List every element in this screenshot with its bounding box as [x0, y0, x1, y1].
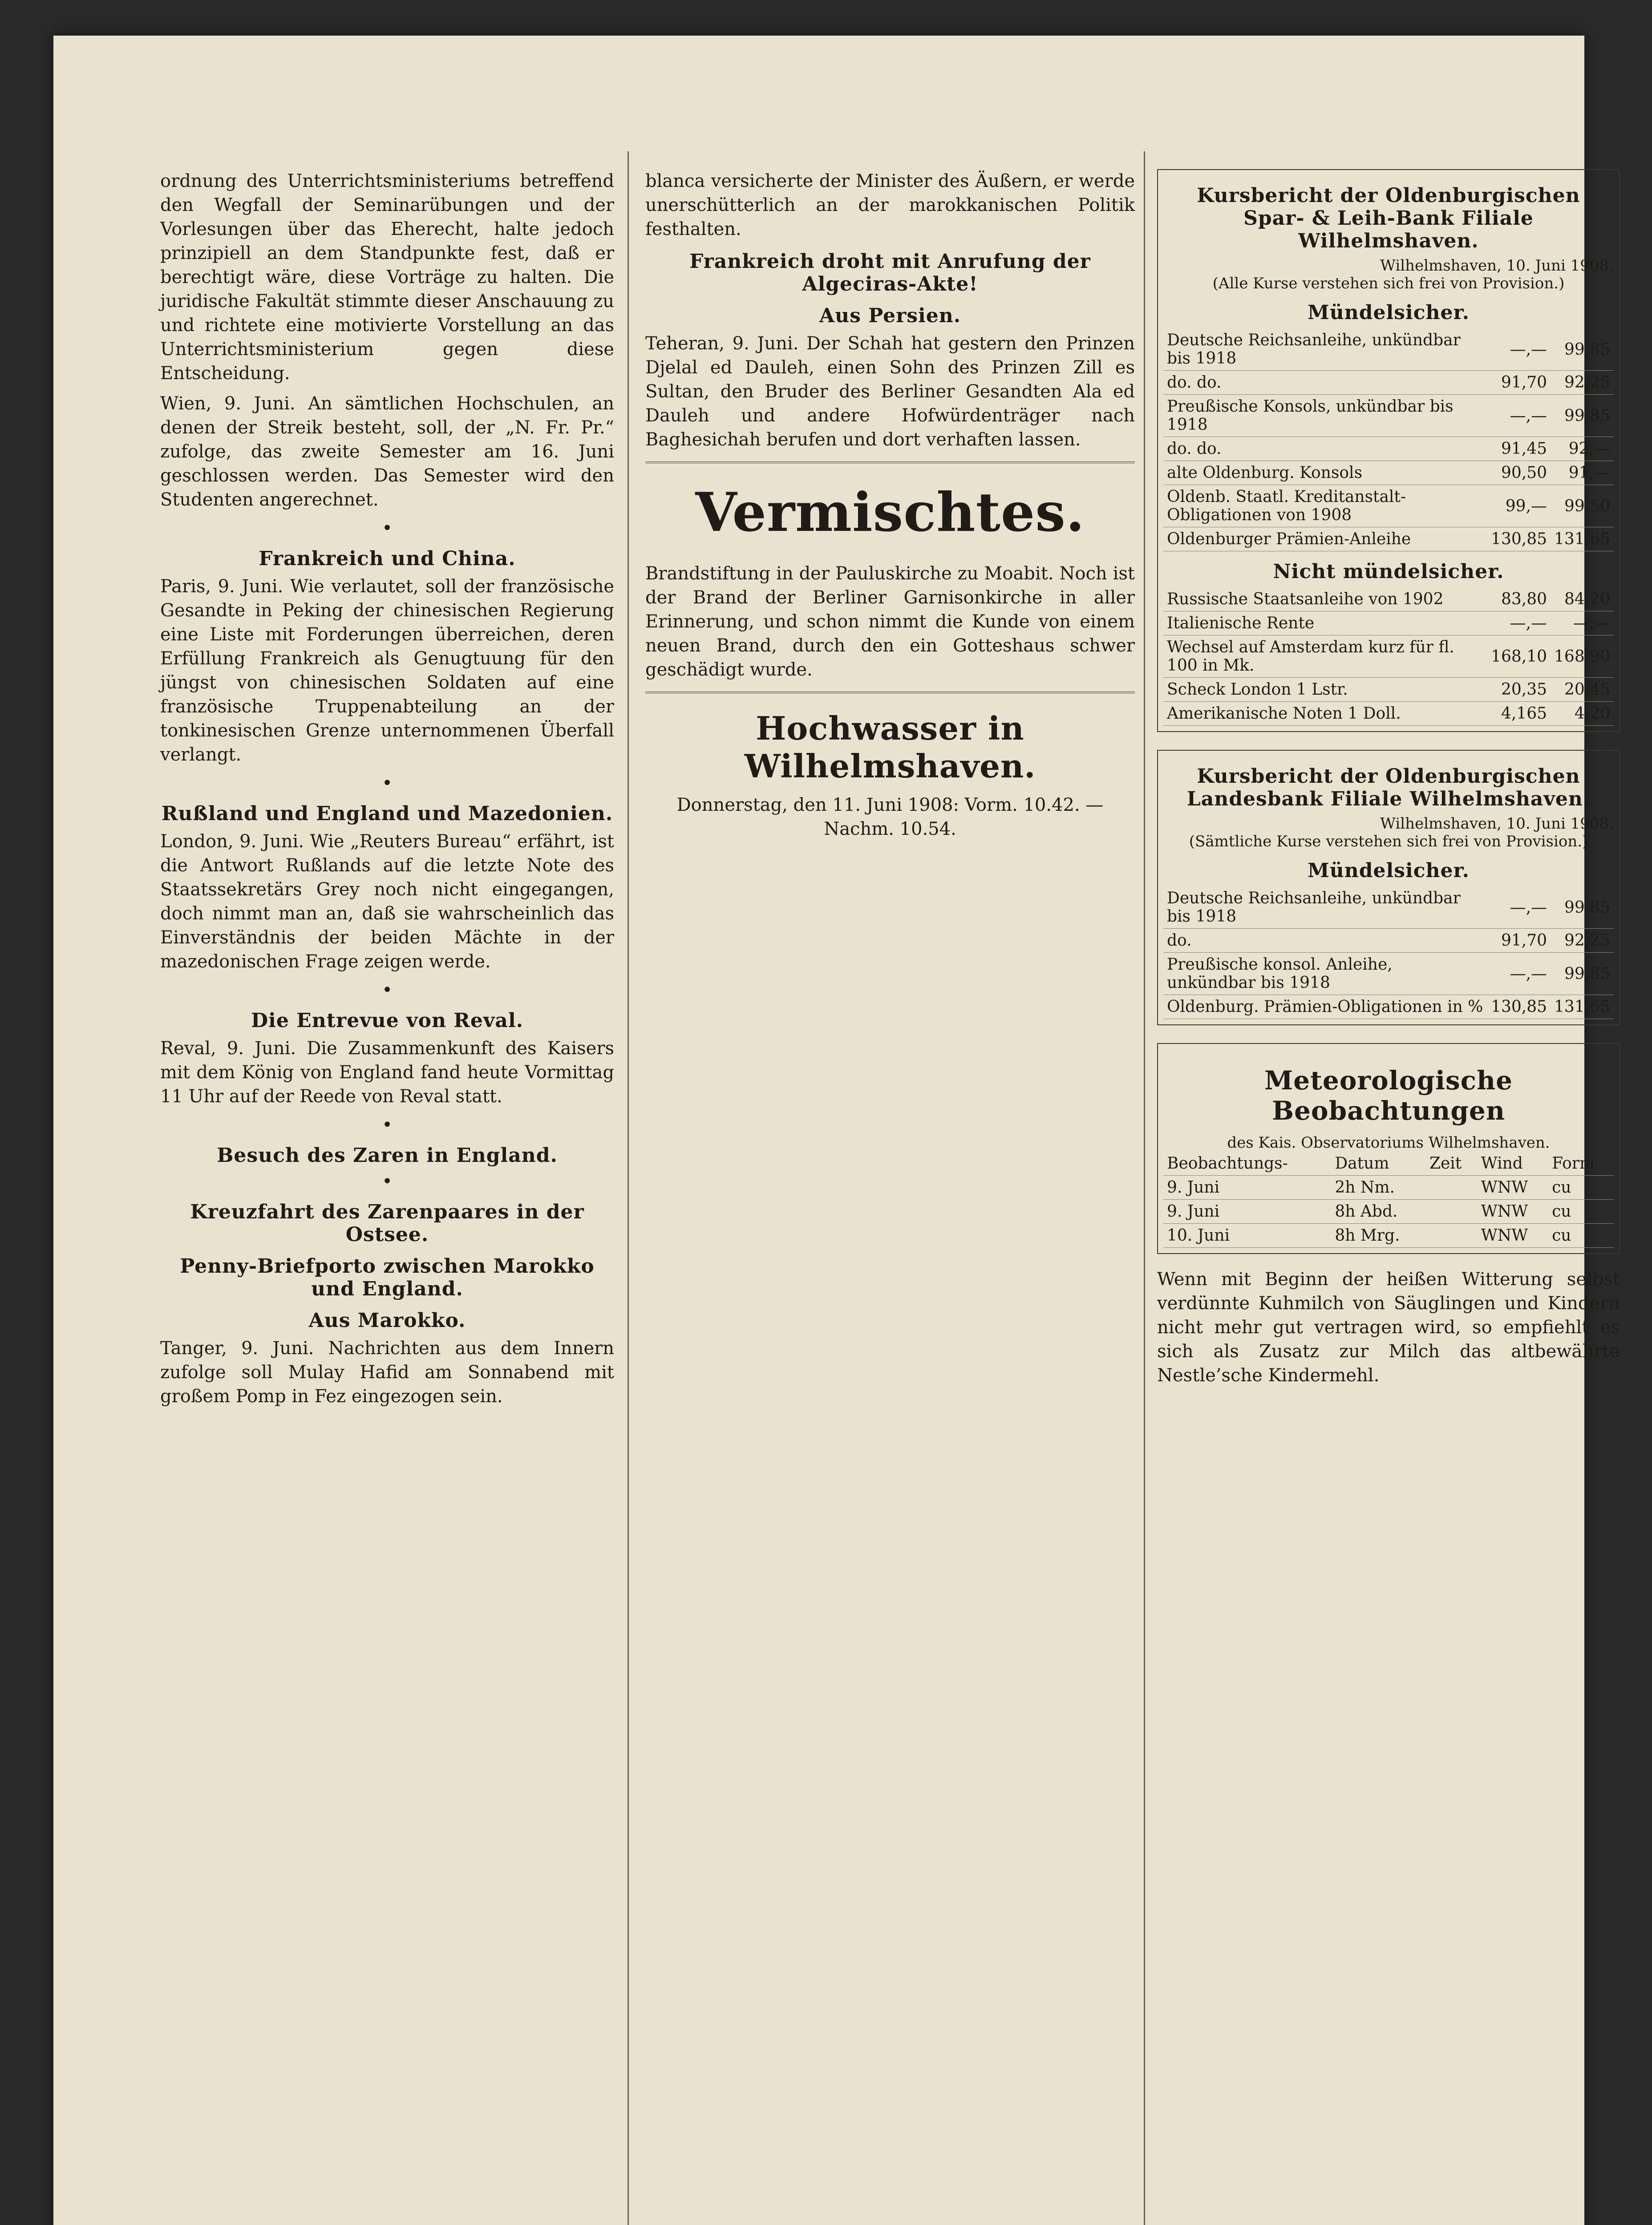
- bank2-box: [1157, 750, 1620, 1025]
- rate-verkauf: 99,85: [1551, 328, 1614, 371]
- rate-label: Oldenburger Prämien-Anleihe: [1163, 527, 1487, 551]
- meteo-cell: WNW: [1478, 1200, 1548, 1224]
- rate-ankauf: —,—: [1487, 953, 1551, 995]
- bank1b-row: [1163, 635, 1614, 678]
- bank1-row: [1163, 371, 1614, 395]
- meteo-cell: 9. Juni: [1163, 1176, 1331, 1200]
- rate-verkauf: 20,45: [1551, 678, 1614, 702]
- rate-verkauf: 99,50: [1551, 485, 1614, 527]
- bank2-row: [1163, 886, 1614, 929]
- meteo-row: [1163, 1200, 1614, 1224]
- bank1b-row: [1163, 587, 1614, 611]
- rate-ankauf: 91,45: [1487, 437, 1551, 461]
- bank2-date: Wilhelmshaven, 10. Juni 1908.: [1380, 815, 1614, 833]
- heading-besuch: Besuch des Zaren in England.: [217, 1144, 558, 1167]
- paragraph-teheran: Teheran, 9. Juni. Der Schah hat gestern den Prinzen Djelal ed Dauleh, einen Sohn des Prinzen Zill es Sultan, den Bruder des Berliner Gesandten Ala ed Dauleh und andere Hofwürdenträger nach Baghesichah berufen und dort verhaften lassen.: [645, 333, 1135, 450]
- rate-verkauf: 92,25: [1551, 371, 1614, 395]
- rate-label: Oldenb. Staatl. Kreditanstalt-Obligationen von 1908: [1163, 485, 1487, 527]
- paragraph-wien: Wien, 9. Juni. An sämtlichen Hochschulen, an denen der Streik besteht, soll, der „N. Fr. Pr.“ zufolge, das zweite Semester am 16. Juni geschlossen werden. Das Semester wird den Studenten angerechnet.: [160, 393, 614, 510]
- rate-ankauf: 99,—: [1487, 485, 1551, 527]
- bank2-table: [1163, 886, 1614, 1019]
- heading-algeciras: Frankreich droht mit Anrufung der Algeciras-Akte!: [689, 250, 1091, 295]
- bank1b-row: [1163, 678, 1614, 702]
- rate-verkauf: 131,65: [1551, 527, 1614, 551]
- rate-ankauf: —,—: [1487, 886, 1551, 929]
- column-2: [645, 169, 1135, 847]
- rate-label: do.: [1163, 929, 1487, 953]
- bank1-row: [1163, 395, 1614, 437]
- heading-persien: Aus Persien.: [819, 304, 961, 327]
- meteo-cell: 2h Nm.: [1331, 1176, 1426, 1200]
- bank2-row: [1163, 929, 1614, 953]
- meteo-cell: [1426, 1200, 1478, 1224]
- meteo-sub: des Kais. Observatoriums Wilhelmshaven.: [1227, 1134, 1550, 1152]
- rate-label: Amerikanische Noten 1 Doll.: [1163, 702, 1487, 726]
- bank1-nicht-muendel: Nicht mündelsicher.: [1273, 560, 1504, 583]
- meteo-row: [1163, 1176, 1614, 1200]
- separator: •: [382, 1115, 393, 1135]
- lead-paragraph: ordnung des Unterrichtsministeriums betreffend den Wegfall der Seminarübungen und der Vorlesungen über das Eherecht, halte jedoch prinzipiell an dem Standpunkte fest, daß er berechtigt wäre, diese Vorträge zu halten. Die juridische Fakultät stimmte dieser Anschauung zu und richtete eine motivierte Vorstellung an das Unterrichtsministerium gegen diese Entscheidung.: [160, 171, 614, 384]
- meteo-table: [1163, 1152, 1614, 1248]
- rate-verkauf: 91,—: [1551, 461, 1614, 485]
- heading-hochwasser: Hochwasser in Wilhelmshaven.: [744, 709, 1036, 785]
- bank2-muendel: Mündelsicher.: [1308, 859, 1470, 882]
- column-rule-2: [1144, 151, 1145, 2225]
- meteo-cell: 8h Mrg.: [1331, 1224, 1426, 1248]
- bank2-note: (Sämtliche Kurse verstehen sich frei von Provision.): [1189, 833, 1588, 850]
- meteo-cell: WNW: [1478, 1176, 1548, 1200]
- rate-ankauf: 20,35: [1487, 678, 1551, 702]
- meteo-box: [1157, 1043, 1620, 1254]
- rate-label: Oldenburg. Prämien-Obligationen in %: [1163, 995, 1487, 1019]
- rate-verkauf: 168,90: [1551, 635, 1614, 678]
- rate-label: do. do.: [1163, 437, 1487, 461]
- meteo-cell: cu: [1548, 1200, 1614, 1224]
- heading-penny: Penny-Briefporto zwischen Marokko und England.: [180, 1255, 595, 1300]
- rate-ankauf: 91,70: [1487, 371, 1551, 395]
- bank1b-row: [1163, 702, 1614, 726]
- bank2-title: Kursbericht der Oldenburgischen Landesbank Filiale Wilhelmshaven.: [1186, 765, 1591, 810]
- meteo-cell: 8h Abd.: [1331, 1200, 1426, 1224]
- meteo-cell: cu: [1548, 1176, 1614, 1200]
- newspaper-page: [53, 36, 1620, 2225]
- rate-label: Preußische Konsols, unkündbar bis 1918: [1163, 395, 1487, 437]
- column-1: [160, 169, 614, 1415]
- separator: •: [382, 518, 393, 538]
- rate-verkauf: 99,85: [1551, 395, 1614, 437]
- rate-label: Russische Staatsanleihe von 1902: [1163, 587, 1487, 611]
- heading-frankreich-china: Frankreich und China.: [259, 547, 516, 570]
- rate-ankauf: —,—: [1487, 395, 1551, 437]
- meteo-cell: [1426, 1176, 1478, 1200]
- bank1-table-2: [1163, 587, 1614, 726]
- heading-reval: Die Entrevue von Reval.: [251, 1009, 523, 1032]
- meteo-head-3: Wind: [1478, 1152, 1548, 1176]
- bank1-row: [1163, 527, 1614, 551]
- rate-verkauf: 131,65: [1551, 995, 1614, 1019]
- heading-marokko: Aus Marokko.: [308, 1309, 466, 1332]
- rate-ankauf: 130,85: [1487, 995, 1551, 1019]
- meteo-cell: cu: [1548, 1224, 1614, 1248]
- rate-label: Preußische konsol. Anleihe, unkündbar bis 1918: [1163, 953, 1487, 995]
- rate-label: Scheck London 1 Lstr.: [1163, 678, 1487, 702]
- meteo-cell: [1426, 1224, 1478, 1248]
- separator: •: [382, 1171, 393, 1192]
- meteo-head-1: Datum: [1331, 1152, 1426, 1176]
- rate-ankauf: —,—: [1487, 328, 1551, 371]
- bank1-box: [1157, 169, 1620, 732]
- meteo-cell: WNW: [1478, 1224, 1548, 1248]
- rate-verkauf: —,—: [1551, 611, 1614, 635]
- rate-ankauf: 130,85: [1487, 527, 1551, 551]
- bank1-date: Wilhelmshaven, 10. Juni 1908.: [1380, 257, 1614, 275]
- divider: [645, 461, 1135, 463]
- separator: •: [382, 980, 393, 1000]
- rate-label: Wechsel auf Amsterdam kurz für fl. 100 in Mk.: [1163, 635, 1487, 678]
- bank1-muendel: Mündelsicher.: [1308, 301, 1470, 324]
- rate-verkauf: 99,85: [1551, 886, 1614, 929]
- paragraph-paris: Paris, 9. Juni. Wie verlautet, soll der französische Gesandte in Peking der chinesischen Regierung eine Liste mit Forderungen überreichen, deren Erfüllung Frankreich als Genugtuung für den jüngst von chinesischen Soldaten auf eine französische Truppenabteilung an der tonkinesischen Grenze unternommenen Überfall verlangt.: [160, 576, 614, 765]
- bank1-title: Kursbericht der Oldenburgischen Spar- & Leih-Bank Filiale Wilhelmshaven.: [1197, 184, 1580, 252]
- meteo-head-0: Beobachtungs-: [1163, 1152, 1331, 1176]
- paragraph-london: London, 9. Juni. Wie „Reuters Bureau“ erfährt, ist die Antwort Rußlands auf die letzte Note des Staatssekretärs Grey noch nicht eingegangen, doch nimmt man an, daß sie wahrscheinlich das Einverständnis der beiden Mächte in der mazedonischen Frage zeigen werde.: [160, 831, 614, 972]
- lead-paragraph: blanca versicherte der Minister des Äußern, er werde unerschütterlich an der marokkanischen Politik festhalten.: [645, 171, 1135, 239]
- rate-label: Italienische Rente: [1163, 611, 1487, 635]
- bank1-table: [1163, 328, 1614, 551]
- bank1-note: (Alle Kurse verstehen sich frei von Provision.): [1212, 275, 1565, 292]
- meteo-cell: 9. Juni: [1163, 1200, 1331, 1224]
- rate-verkauf: 92,25: [1551, 929, 1614, 953]
- rate-label: alte Oldenburg. Konsols: [1163, 461, 1487, 485]
- meteo-row: [1163, 1224, 1614, 1248]
- rate-label: Deutsche Reichsanleihe, unkündbar bis 1918: [1163, 328, 1487, 371]
- meteo-cell: 10. Juni: [1163, 1224, 1331, 1248]
- rate-verkauf: 84,20: [1551, 587, 1614, 611]
- rate-verkauf: 92,—: [1551, 437, 1614, 461]
- rate-ankauf: 4,165: [1487, 702, 1551, 726]
- column-3: [1157, 169, 1620, 1394]
- column-rule-1: [628, 151, 629, 2225]
- heading-kreuzfahrt: Kreuzfahrt des Zarenpaares in der Ostsee.: [190, 1201, 584, 1246]
- rate-verkauf: 99,85: [1551, 953, 1614, 995]
- meteo-head-2: Zeit: [1426, 1152, 1478, 1176]
- paragraph-brand: Brandstiftung in der Pauluskirche zu Moabit. Noch ist der Brand der Berliner Garnisonkirche in aller Erinnerung, und schon nimmt die Kunde von einem neuen Brand, durch den ein Gotteshaus schwer geschädigt wurde.: [645, 563, 1135, 680]
- bank1-row: [1163, 328, 1614, 371]
- bank2-row: [1163, 953, 1614, 995]
- rate-ankauf: 91,70: [1487, 929, 1551, 953]
- divider: [645, 692, 1135, 693]
- rate-label: do. do.: [1163, 371, 1487, 395]
- rate-ankauf: 90,50: [1487, 461, 1551, 485]
- hochwasser-line: Donnerstag, den 11. Juni 1908: Vorm. 10.42. — Nachm. 10.54.: [676, 795, 1104, 839]
- heading-vermischtes: Vermischtes.: [695, 481, 1085, 544]
- paragraph-tanger: Tanger, 9. Juni. Nachrichten aus dem Innern zufolge soll Mulay Hafid am Sonnabend mit großem Pomp in Fez eingezogen sein.: [160, 1338, 614, 1407]
- rate-label: Deutsche Reichsanleihe, unkündbar bis 1918: [1163, 886, 1487, 929]
- ad-nestle: Wenn mit Beginn der heißen Witterung selbst verdünnte Kuhmilch von Säuglingen und Kindern nicht mehr gut vertragen wird, so empfiehlt es sich als Zusatz zur Milch das altbewährte Nestle’sche Kindermehl.: [1157, 1269, 1620, 1386]
- meteo-title: Meteorologische Beobachtungen: [1264, 1065, 1513, 1126]
- heading-russland: Rußland und England und Mazedonien.: [161, 802, 613, 825]
- rate-ankauf: —,—: [1487, 611, 1551, 635]
- bank1-row: [1163, 437, 1614, 461]
- bank1b-row: [1163, 611, 1614, 635]
- separator: •: [382, 773, 393, 793]
- rate-verkauf: 4,20: [1551, 702, 1614, 726]
- rate-ankauf: 83,80: [1487, 587, 1551, 611]
- paragraph-reval: Reval, 9. Juni. Die Zusammenkunft des Kaisers mit dem König von England fand heute Vormittag 11 Uhr auf der Reede von Reval statt.: [160, 1038, 614, 1107]
- bank1-row: [1163, 461, 1614, 485]
- rate-ankauf: 168,10: [1487, 635, 1551, 678]
- meteo-head-4: Form: [1548, 1152, 1614, 1176]
- bank1-row: [1163, 485, 1614, 527]
- bank2-row: [1163, 995, 1614, 1019]
